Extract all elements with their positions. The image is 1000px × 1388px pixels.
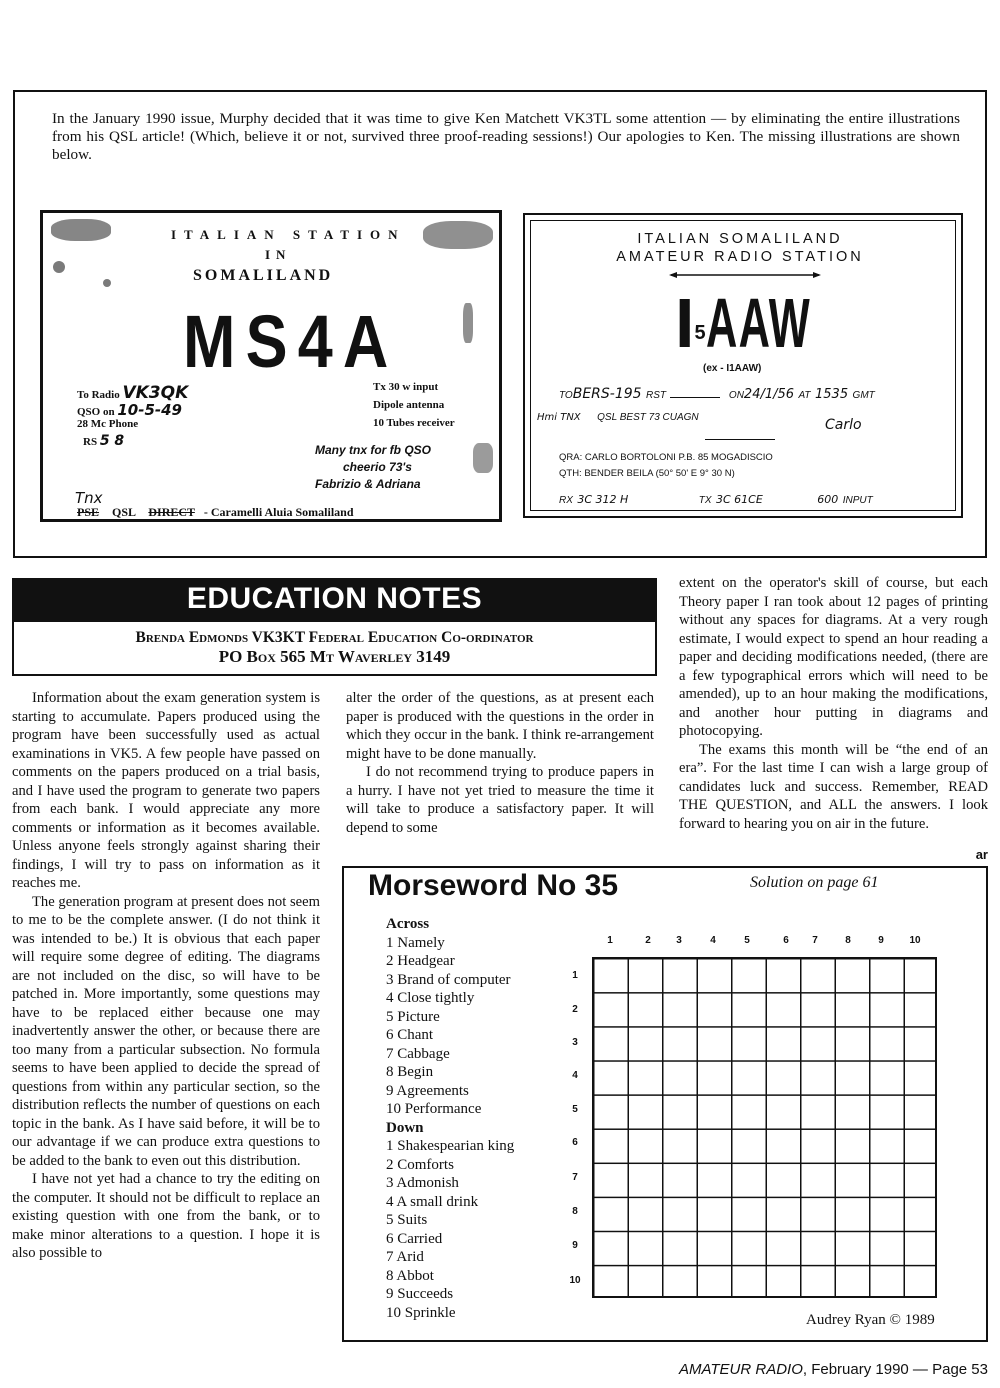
on-value: 24/1/56 xyxy=(743,387,795,402)
qso-on-label: QSO on xyxy=(77,406,115,418)
clue-down: 10 Sprinkle xyxy=(386,1304,456,1321)
clue-across: 9 Agreements xyxy=(386,1082,469,1099)
qsl-card-ms4a xyxy=(40,210,502,522)
article-column-3 xyxy=(679,574,988,862)
grid-column-number: 1 xyxy=(607,935,613,946)
clue-down: 6 Carried xyxy=(386,1230,443,1247)
grid-column-number: 5 xyxy=(744,935,750,946)
input-label: INPUT xyxy=(842,495,873,506)
clue-across: 3 Brand of computer xyxy=(386,971,511,988)
article-column-2 xyxy=(346,689,654,837)
clue-down: 5 Suits xyxy=(386,1212,428,1228)
rx-label: RX xyxy=(559,495,573,506)
paragraph: The generation program at present does not seem to me to be the complete answer. (I do not think it was intended to be.) It is obvious that each paper will require some degree of editing. The diagrams are not included on the disc, so will have to be patched in. More importantly, some questions may have to be replaced either because one may inadvertently answer the other, or because there are too many from a particular subsection. No formula seems to have been applied to decide the spread of questions from within any particular section, so the distribution reflects the number of questions on each topic in the bank. As I have said before, it will be to our advantage if we can produce extra questions to be added to the bank to even out this distribution. xyxy=(12,893,320,1169)
grid-row-number: 6 xyxy=(572,1137,578,1148)
to-radio-value: VK3QK xyxy=(122,383,189,403)
paragraph: The exams this month will be “the end of an era”. For the last time I can wish a large group of candidates luck and success. Remember, READ THE QUESTION, and ALL the answers. I look forward to hearing you on air in the future. xyxy=(679,741,988,832)
clue-down: 7 Arid xyxy=(386,1249,424,1265)
qsl1-tnx-handwritten: Tnx xyxy=(75,489,103,507)
print-speckle xyxy=(53,261,65,273)
grid-row-number: 4 xyxy=(572,1070,578,1081)
grid-row-number: 2 xyxy=(572,1004,578,1015)
grid-row-number: 9 xyxy=(572,1240,578,1251)
morseword-clues xyxy=(386,915,514,1322)
print-speckle xyxy=(51,219,111,241)
qsl1-pse: PSE xyxy=(77,505,100,519)
qsl1-tx: Tx 30 w input xyxy=(373,381,439,393)
tnx-hand: Hmi TNX xyxy=(537,412,581,423)
grid-column-number: 3 xyxy=(676,935,682,946)
qsl2-head2: AMATEUR RADIO STATION xyxy=(616,249,864,265)
at-value: 1535 xyxy=(815,387,849,402)
clue-across: 6 Chant xyxy=(386,1027,434,1043)
qsl2-ex: (ex - I1AAW) xyxy=(703,363,762,374)
callsign-digit: 5 xyxy=(694,322,706,344)
print-speckle xyxy=(423,221,493,249)
qsl1-thanks3: Fabrizio & Adriana xyxy=(315,477,421,491)
clue-across: 10 Performance xyxy=(386,1101,482,1117)
qso-on-value: 10-5-49 xyxy=(117,401,182,419)
tx-value: 3C 61CE xyxy=(716,493,763,506)
to-value: BERS-195 xyxy=(572,386,642,402)
qsl2-rig-line xyxy=(559,490,959,508)
clue-across: 2 Headgear xyxy=(386,953,455,969)
clue-down: 3 Admonish xyxy=(386,1175,459,1191)
qsl-line: QSL BEST 73 CUAGN xyxy=(597,412,699,423)
author-line1: Brenda Edmonds VK3KT Federal Education Co-ordinator xyxy=(135,629,534,646)
morseword-grid[interactable] xyxy=(592,957,937,1298)
qsl1-address: - Caramelli Aluia Somaliland xyxy=(203,505,354,519)
callsign-prefix: I xyxy=(675,284,695,362)
print-speckle xyxy=(103,279,111,287)
page-footer xyxy=(640,1361,988,1378)
clue-down: 2 Comforts xyxy=(386,1156,454,1173)
clue-across: 1 Namely xyxy=(386,934,445,951)
qsl2-signature: Carlo xyxy=(825,417,862,433)
print-speckle xyxy=(473,443,493,473)
qsl1-antenna: Dipole antenna xyxy=(373,399,445,411)
grid-column-number: 7 xyxy=(812,935,818,946)
paragraph: extent on the operator's skill of course, but each Theory paper I ran took about 12 pages of printing without any spaces for diagrams. At a very rough estimate, I would expect to spend an hour reading a paper and deciding modifications needed, (there are a few typographical errors which will need to be amended), up to an hour making the modifications, and another hour putting in diagrams and photocopying. xyxy=(679,575,988,739)
qsl1-line3: SOMALILAND xyxy=(193,267,334,284)
education-author-box xyxy=(12,620,657,676)
qsl1-to-radio xyxy=(77,383,188,403)
article-column-1 xyxy=(12,689,320,1263)
grid-column-number: 2 xyxy=(645,935,651,946)
qsl1-line1: ITALIAN STATION xyxy=(171,227,406,242)
callsign-suffix: AAW xyxy=(705,284,811,362)
paragraph: I do not recommend trying to produce papers in a hurry. I have not yet tried to measure the time it will take to produce a satisfactory paper. It will depend to some xyxy=(346,764,654,836)
qsl1-thanks2: cheerio 73's xyxy=(343,460,412,474)
qsl1-direct: DIRECT xyxy=(148,505,195,519)
clue-across: 5 Picture xyxy=(386,1008,440,1025)
clue-across: 4 Close tightly xyxy=(386,990,475,1006)
to-radio-label: To Radio xyxy=(77,389,120,401)
paragraph: alter the order of the questions, as at present each paper is produced with the questions in the order in which they occur in the bank. I think re-arrangement might have to be done manually. xyxy=(346,690,654,762)
qsl1-phone: 28 Mc Phone xyxy=(77,418,139,430)
morseword-solution-note: Solution on page 61 xyxy=(750,874,879,891)
input-value: 600 xyxy=(817,493,839,506)
grid-column-number: 8 xyxy=(845,935,851,946)
end-mark: ar xyxy=(975,847,988,862)
qsl-card-i5aaw xyxy=(523,213,963,518)
notice-text: In the January 1990 issue, Murphy decided that it was time to give Ken Matchett VK3TL some attention — by eliminating the entire illustrations from his QSL article! (Which, believe it or not, survived three proof-reading sessions!) Our apologies to Ken. The missing illustrations are shown below. xyxy=(52,110,960,163)
clue-across: 8 Begin xyxy=(386,1064,434,1080)
clue-across: 7 Cabbage xyxy=(386,1045,450,1062)
qsl1-rs xyxy=(83,433,124,449)
grid-column-number: 10 xyxy=(909,935,921,946)
grid-row-number: 1 xyxy=(572,970,578,981)
grid-column-number: 9 xyxy=(878,935,884,946)
grid-column-number: 4 xyxy=(710,935,716,946)
clue-down: 1 Shakespearian king xyxy=(386,1138,515,1154)
education-notes-title: EDUCATION NOTES xyxy=(12,578,657,620)
qsl1-callsign: MS4A xyxy=(183,300,399,383)
print-speckle xyxy=(463,303,473,343)
grid-row-number: 3 xyxy=(572,1037,578,1048)
at-label: AT xyxy=(798,390,811,401)
tx-label: TX xyxy=(698,495,712,506)
clue-down: 4 A small drink xyxy=(386,1193,479,1210)
footer-date-page: , February 1990 — Page 53 xyxy=(802,1361,988,1378)
morseword-title: Morseword No 35 xyxy=(368,869,619,902)
rx-value: 3C 312 H xyxy=(577,493,629,506)
qsl1-footer-line xyxy=(77,505,354,520)
qsl1-qso-on xyxy=(77,401,182,419)
qsl2-qsl-line xyxy=(537,407,699,425)
to-label: TO xyxy=(559,390,573,401)
rs-value: 5 8 xyxy=(99,433,125,449)
rst-blank xyxy=(670,397,720,398)
grid-row-number: 5 xyxy=(572,1104,578,1115)
qsl2-callsign xyxy=(675,283,875,363)
qsl2-head1: ITALIAN SOMALILAND xyxy=(637,231,843,247)
qsl2-rule xyxy=(705,439,775,440)
down-heading: Down xyxy=(386,1119,424,1136)
author-line2: PO Box 565 Mt Waverley 3149 xyxy=(218,647,451,666)
qsl1-line2: IN xyxy=(265,247,292,262)
on-label: ON xyxy=(728,390,744,401)
grid-column-number: 6 xyxy=(783,935,789,946)
paragraph: I have not yet had a chance to try the editing on the computer. It should not be difficult to replace an existing question with one from the bank, or to make minor alterations to a question. I hope it is also possible to xyxy=(12,1171,320,1261)
qsl1-qsl: QSL xyxy=(112,505,136,519)
qsl2-qth: QTH: BENDER BEILA (50° 50' E 9° 30 N) xyxy=(559,468,735,479)
paragraph: Information about the exam generation system is starting to accumulate. Papers produced using the program have been successfully used as actual examinations in VK5. A few people have passed on comments on the papers produced on a trial basis, and I have used the program to generate two papers from each bank. I would appreciate any more comments or information as it becomes available. Unless anyone feels strongly against sharing their findings, I will try to pass on information as it reaches me. xyxy=(12,690,320,891)
rs-label: RS xyxy=(83,436,98,448)
qsl2-arrow-rule xyxy=(669,271,821,279)
qsl2-log-line xyxy=(559,385,959,403)
qsl1-receiver: 10 Tubes receiver xyxy=(373,417,455,429)
grid-row-number: 10 xyxy=(569,1275,581,1286)
clue-down: 9 Succeeds xyxy=(386,1286,454,1302)
morseword-credit: Audrey Ryan © 1989 xyxy=(806,1312,935,1328)
grid-row-number: 7 xyxy=(572,1172,578,1183)
footer-magazine: AMATEUR RADIO xyxy=(678,1361,803,1378)
across-heading: Across xyxy=(386,916,430,932)
grid-row-number: 8 xyxy=(572,1206,578,1217)
clue-down: 8 Abbot xyxy=(386,1267,434,1284)
gmt-label: GMT xyxy=(852,390,875,401)
qsl1-thanks1: Many tnx for fb QSO xyxy=(315,443,432,457)
qsl2-qra: QRA: CARLO BORTOLONI P.B. 85 MOGADISCIO xyxy=(559,452,773,463)
rst-label: RST xyxy=(646,390,667,401)
